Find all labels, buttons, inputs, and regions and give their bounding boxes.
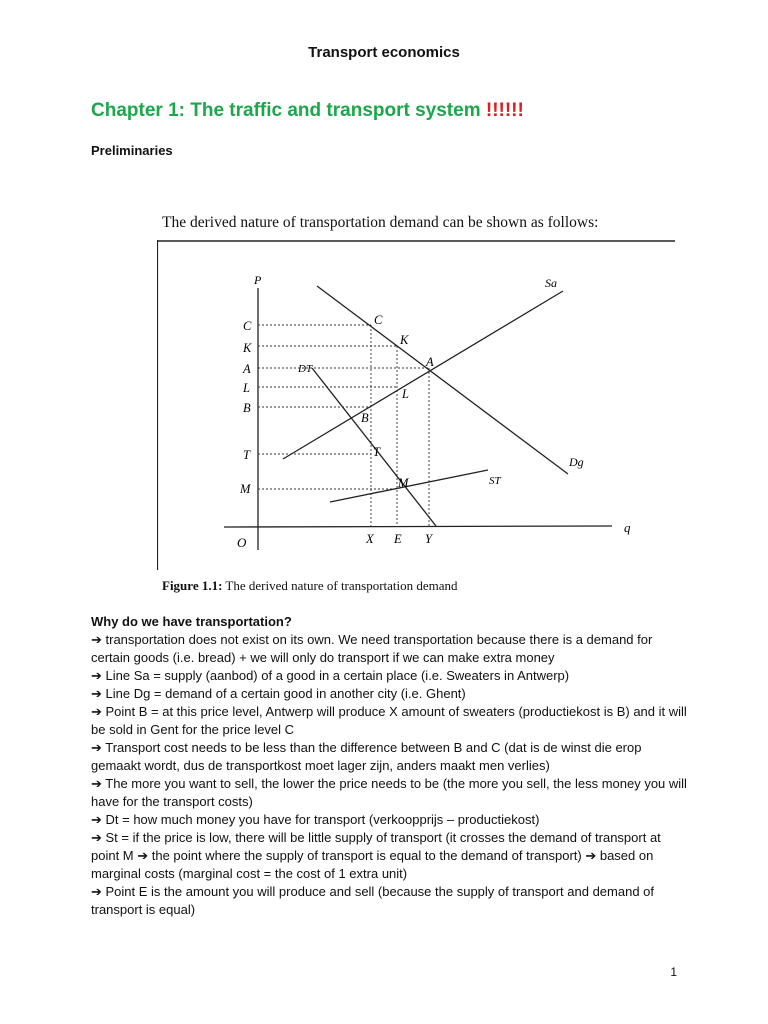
point-c: C <box>374 313 383 327</box>
point-t: T <box>373 445 380 459</box>
label-q: q <box>624 520 631 535</box>
label-dt: DT <box>298 363 313 375</box>
x-axis <box>224 526 612 527</box>
figure-diagram <box>157 240 675 570</box>
line-st <box>330 470 488 502</box>
line-sa <box>283 291 563 459</box>
point-m: M <box>398 476 409 490</box>
label-l: L <box>243 381 250 395</box>
figure-caption-label: Figure 1.1: <box>162 578 223 593</box>
body-line: ➔ St = if the price is low, there will be little supply of transport (it crosses the demand of transport at point M ➔ the point where the supply of transport is equal to the demand of transport) ➔ based on marginal costs (marginal cost = the cost of 1 extra unit) <box>91 830 661 881</box>
document-title: Transport economics <box>308 44 460 61</box>
label-o: O <box>237 535 247 550</box>
label-y: Y <box>425 532 432 546</box>
figure-caption-text: The derived nature of transportation demand <box>222 578 458 593</box>
line-dg <box>317 286 568 474</box>
page-number: 1 <box>670 965 677 979</box>
label-e: E <box>394 532 402 546</box>
body-line: ➔ Transport cost needs to be less than the difference between B and C (dat is de winst die erop gemaakt wordt, dus de transportkost moet lager zijn, anders maakt men verlies) <box>91 740 642 773</box>
body-text <box>91 613 691 919</box>
label-t: T <box>243 448 250 462</box>
body-line: ➔ The more you want to sell, the lower the price needs to be (the more you sell, the less money you will have for the transport costs) <box>91 776 687 809</box>
body-line: ➔ Dt = how much money you have for transport (verkoopprijs – productiekost) <box>91 812 540 827</box>
label-dg: Dg <box>569 455 584 469</box>
chapter-title <box>91 100 524 122</box>
body-line: ➔ transportation does not exist on its own. We need transportation because there is a demand for certain goods (i.e. bread) + we will only do transport if we can make extra money <box>91 632 653 665</box>
question-heading: Why do we have transportation? <box>91 614 292 629</box>
label-sa: Sa <box>545 276 557 290</box>
label-c: C <box>243 319 252 333</box>
body-line: ➔ Point E is the amount you will produce and sell (because the supply of transport and demand of transport is equal) <box>91 884 654 917</box>
point-a: A <box>426 355 434 369</box>
figure-intro: The derived nature of transportation demand can be shown as follows: <box>162 214 599 231</box>
body-line: ➔ Line Dg = demand of a certain good in another city (i.e. Ghent) <box>91 686 466 701</box>
section-title: Preliminaries <box>91 143 173 158</box>
point-l: L <box>402 387 409 401</box>
chapter-title-text: Chapter 1: The traffic and transport system <box>91 100 486 121</box>
point-b: B <box>361 411 369 425</box>
label-p: P <box>254 273 262 287</box>
label-a: A <box>243 362 251 376</box>
chapter-exclaim: !!!!!! <box>485 100 524 121</box>
label-m: M <box>240 482 251 496</box>
label-st: ST <box>489 475 501 487</box>
point-k: K <box>400 333 409 347</box>
label-x: X <box>366 532 374 546</box>
body-line: ➔ Line Sa = supply (aanbod) of a good in a certain place (i.e. Sweaters in Antwerp) <box>91 668 570 683</box>
figure-caption <box>162 578 458 594</box>
label-k: K <box>243 341 252 355</box>
label-b: B <box>243 401 251 415</box>
body-line: ➔ Point B = at this price level, Antwerp will produce X amount of sweaters (productiekost is B) and it will be sold in Gent for the price level C <box>91 704 687 737</box>
